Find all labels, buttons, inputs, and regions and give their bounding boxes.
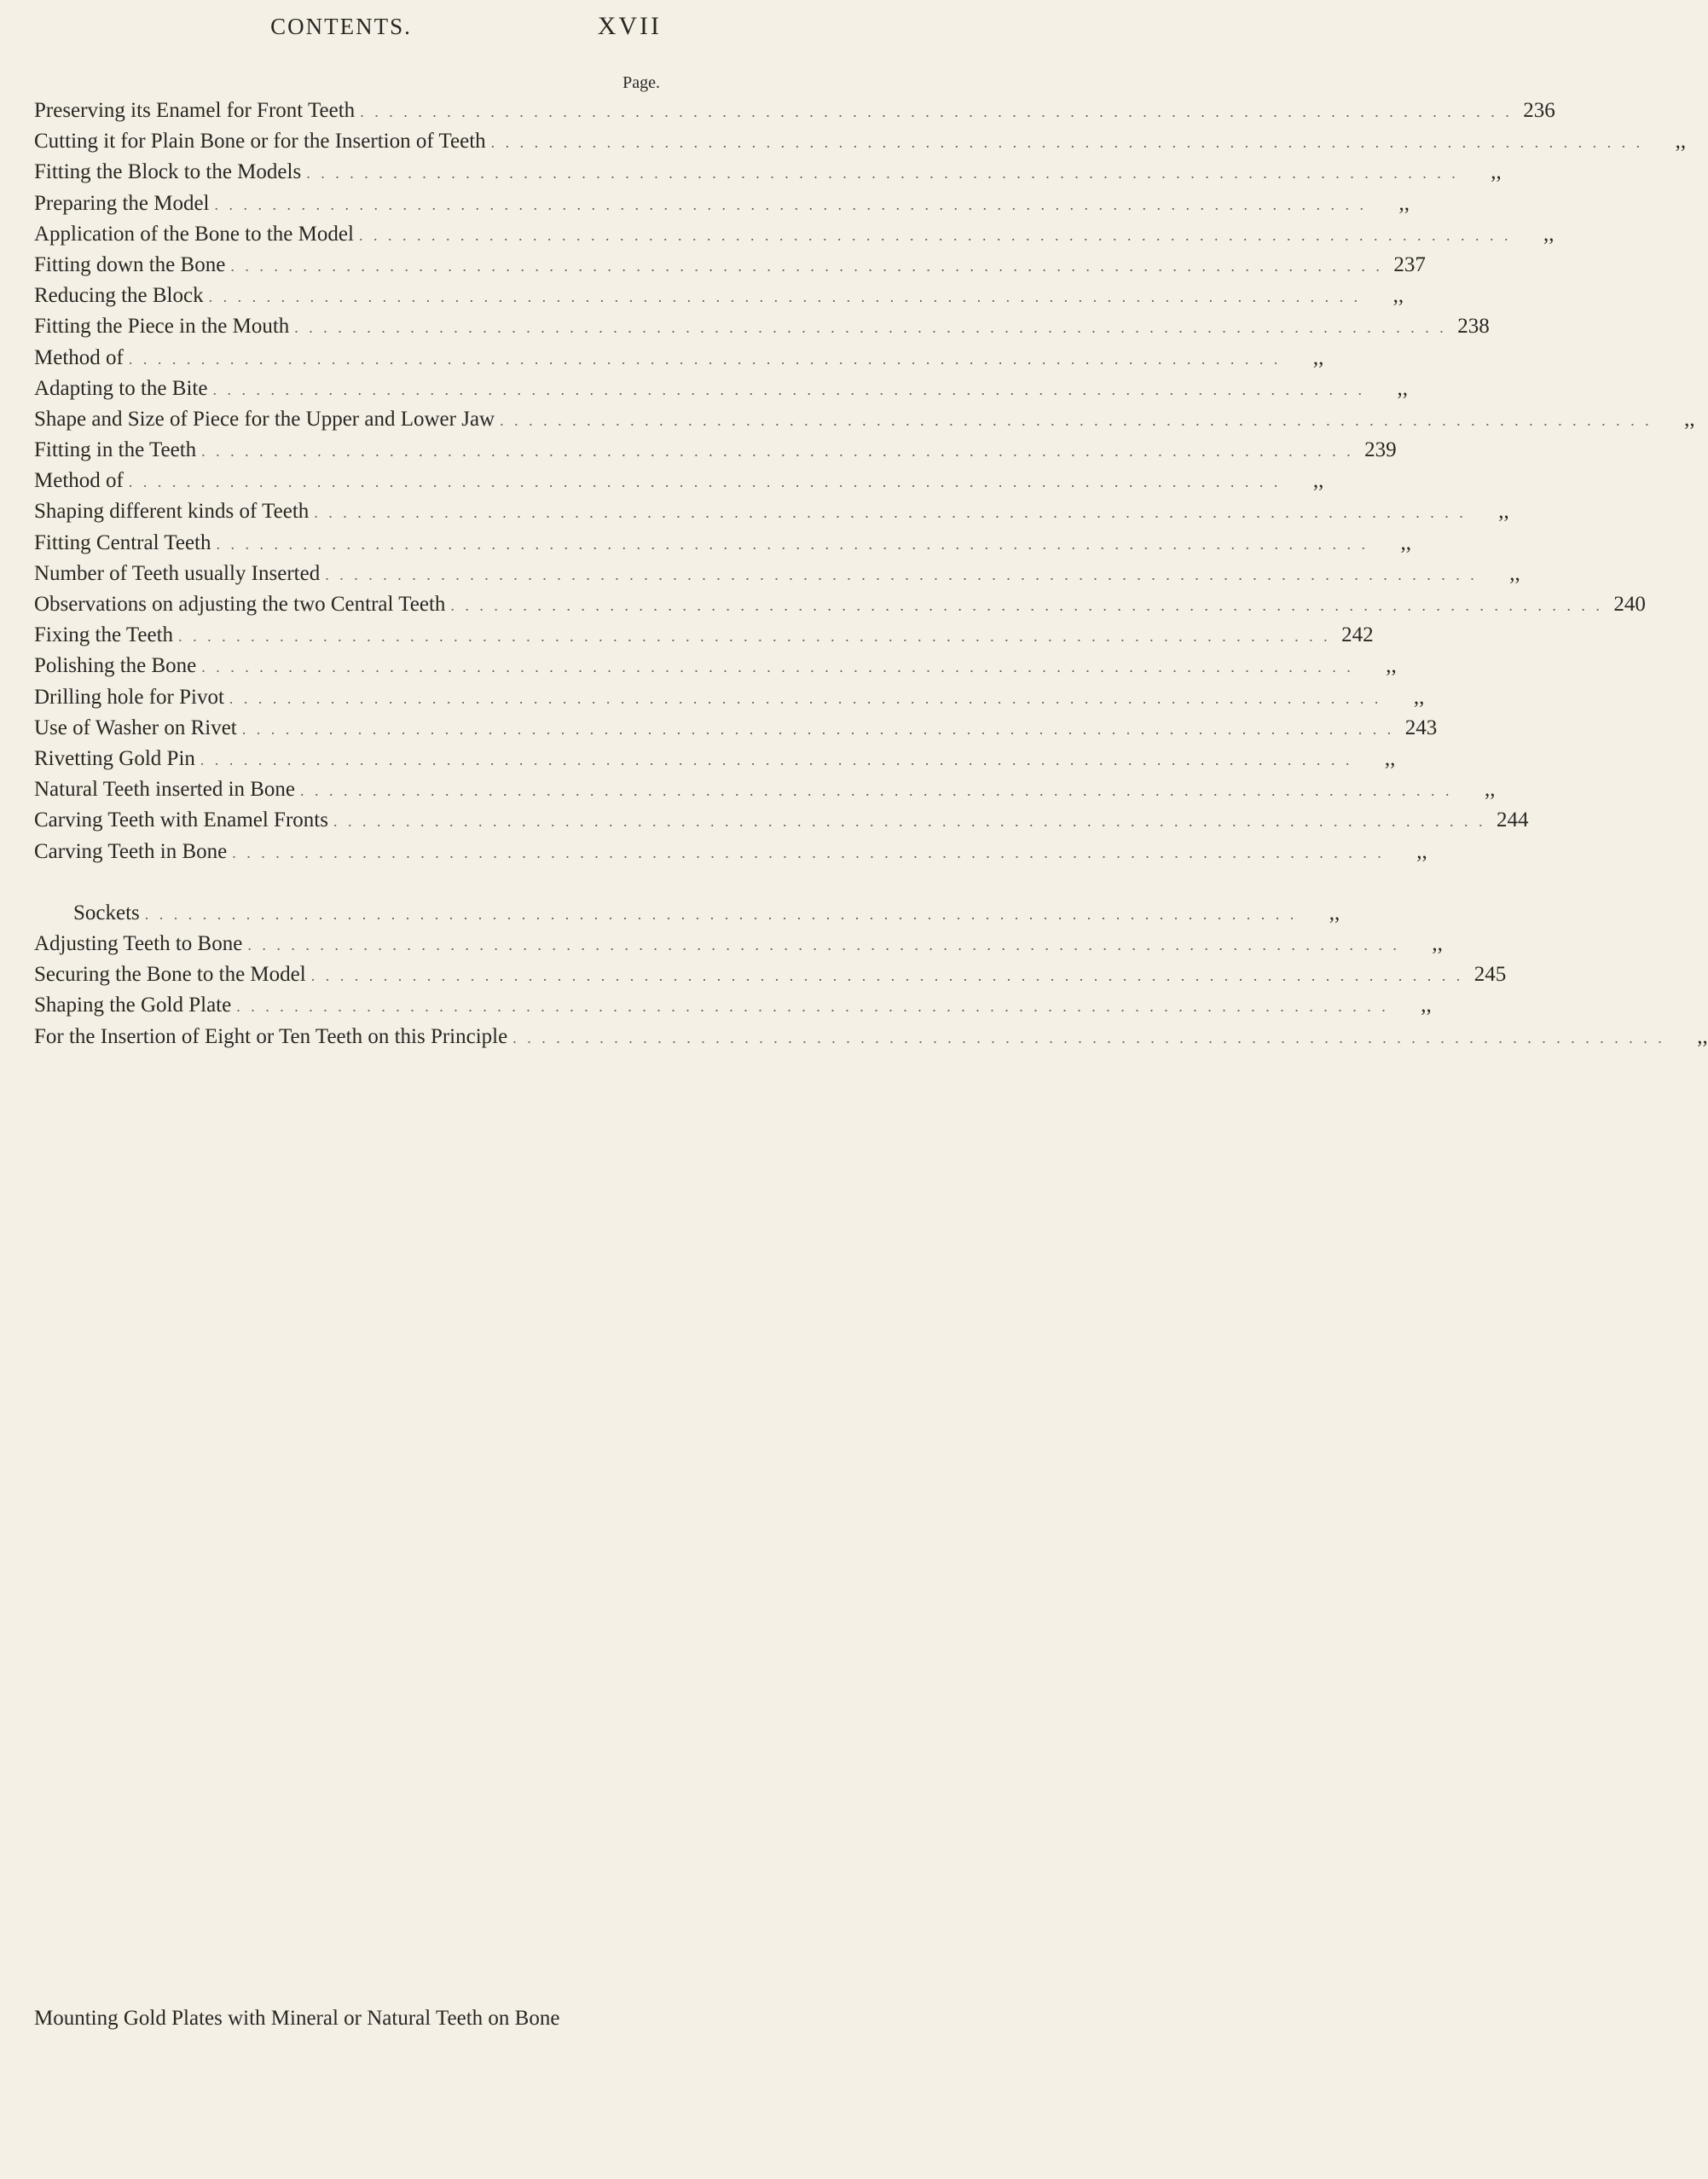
toc-entry bbox=[34, 778, 1496, 808]
leader-dots: . . . . . . . . . . . . . . . . . . . . . . . . . . . . . . . . . . . . . . . . . . . . . . . . . . . . . . . . . . . . . . . . . . . . . . . . . . . . . . . . bbox=[144, 905, 1298, 923]
toc-entry-label: Preserving its Enamel for Front Teeth bbox=[34, 99, 356, 122]
leader-dots: . . . . . . . . . . . . . . . . . . . . . . . . . . . . . . . . . . . . . . . . . . . . . . . . . . . . . . . . . . . . . . . . . . . . . . . . . . . . . . . . bbox=[512, 1029, 1665, 1046]
leader-dots: . . . . . . . . . . . . . . . . . . . . . . . . . . . . . . . . . . . . . . . . . . . . . . . . . . . . . . . . . . . . . . . . . . . . . . . . . . . . . . . . bbox=[208, 288, 1362, 306]
toc-entry-page: ,, bbox=[1697, 1024, 1708, 1048]
running-header bbox=[0, 10, 682, 44]
toc-entry-page: ,, bbox=[1675, 130, 1687, 154]
toc-entry-label: Drilling hole for Pivot bbox=[34, 685, 224, 709]
toc-entry-page: 242 bbox=[1341, 623, 1374, 647]
toc-entry bbox=[34, 284, 1404, 315]
toc-entry-label: Method of bbox=[34, 469, 124, 493]
toc-entry bbox=[34, 901, 1340, 932]
leader-dots: . . . . . . . . . . . . . . . . . . . . . . . . . . . . . . . . . . . . . . . . . . . . . . . . . . . . . . . . . . . . . . . . . . . . . . . . . . . . . . . . bbox=[300, 782, 1453, 800]
toc-entry-page: ,, bbox=[1491, 160, 1502, 184]
toc-entry-page: 244 bbox=[1496, 808, 1529, 832]
toc-entry bbox=[34, 654, 1397, 685]
toc-entry-page: ,, bbox=[1397, 376, 1408, 400]
toc-entry-label: Adjusting Teeth to Bone bbox=[34, 932, 243, 956]
toc-entry-label: Shaping different kinds of Teeth bbox=[34, 500, 310, 524]
leader-dots: . . . . . . . . . . . . . . . . . . . . . . . . . . . . . . . . . . . . . . . . . . . . . . . . . . . . . . . . . . . . . . . . . . . . . . . . . . . . . . . . bbox=[358, 226, 1512, 244]
leader-dots: . . . . . . . . . . . . . . . . . . . . . . . . . . . . . . . . . . . . . . . . . . . . . . . . . . . . . . . . . . . . . . . . . . . . . . . . . . . . . . . . bbox=[201, 443, 1354, 461]
toc-entry-label: Shaping the Gold Plate bbox=[34, 994, 232, 1017]
leader-dots: . . . . . . . . . . . . . . . . . . . . . . . . . . . . . . . . . . . . . . . . . . . . . . . . . . . . . . . . . . . . . . . . . . . . . . . . . . . . . . . . bbox=[241, 720, 1395, 738]
toc-entry bbox=[34, 99, 1555, 130]
leader-dots: . . . . . . . . . . . . . . . . . . . . . . . . . . . . . . . . . . . . . . . . . . . . . . . . . . . . . . . . . . . . . . . . . . . . . . . . . . . . . . . . bbox=[230, 257, 1383, 275]
leader-dots: . . . . . . . . . . . . . . . . . . . . . . . . . . . . . . . . . . . . . . . . . . . . . . . . . . . . . . . . . . . . . . . . . . . . . . . . . . . . . . . . bbox=[450, 597, 1603, 614]
toc-entry-page: ,, bbox=[1398, 191, 1410, 215]
leader-dots: . . . . . . . . . . . . . . . . . . . . . . . . . . . . . . . . . . . . . . . . . . . . . . . . . . . . . . . . . . . . . . . . . . . . . . . . . . . . . . . . bbox=[201, 658, 1354, 676]
leader-dots: . . . . . . . . . . . . . . . . . . . . . . . . . . . . . . . . . . . . . . . . . . . . . . . . . . . . . . . . . . . . . . . . . . . . . . . . . . . . . . . . bbox=[325, 565, 1478, 583]
toc-entry-label: Shape and Size of Piece for the Upper and Lower Jaw bbox=[34, 407, 495, 431]
table-of-contents bbox=[34, 99, 1708, 2030]
toc-entry-page: 238 bbox=[1457, 315, 1490, 339]
toc-entry-label: Fitting down the Bone bbox=[34, 252, 226, 276]
toc-entry bbox=[34, 994, 1432, 1024]
toc-entry-label: Application of the Bone to the Model bbox=[34, 222, 354, 246]
leader-dots: . . . . . . . . . . . . . . . . . . . . . . . . . . . . . . . . . . . . . . . . . . . . . . . . . . . . . . . . . . . . . . . . . . . . . . . . . . . . . . . . bbox=[314, 504, 1467, 522]
toc-entry-page: ,, bbox=[1329, 901, 1340, 924]
toc-entry-label: For the Insertion of Eight or Ten Teeth on this Principle bbox=[34, 1024, 508, 1048]
toc-entry-page: 239 bbox=[1364, 438, 1397, 462]
leader-dots: . . . . . . . . . . . . . . . . . . . . . . . . . . . . . . . . . . . . . . . . . . . . . . . . . . . . . . . . . . . . . . . . . . . . . . . . . . . . . . . . bbox=[236, 998, 1389, 1016]
toc-entry-page: ,, bbox=[1416, 839, 1427, 863]
toc-entry-label: Fitting Central Teeth bbox=[34, 530, 211, 554]
toc-entry bbox=[34, 530, 1411, 562]
leader-dots: . . . . . . . . . . . . . . . . . . . . . . . . . . . . . . . . . . . . . . . . . . . . . . . . . . . . . . . . . . . . . . . . . . . . . . . . . . . . . . . . bbox=[214, 195, 1368, 213]
toc-entry-page: ,, bbox=[1485, 778, 1496, 802]
toc-entry-label: Sockets bbox=[73, 901, 140, 924]
toc-entry-label: Use of Washer on Rivet bbox=[34, 716, 237, 739]
toc-entry-label: Carving Teeth in Bone bbox=[34, 839, 228, 863]
toc-entry bbox=[34, 222, 1555, 253]
toc-entry bbox=[34, 716, 1438, 747]
toc-entry-page: ,, bbox=[1509, 561, 1520, 585]
toc-entry bbox=[34, 963, 1507, 994]
toc-entry bbox=[34, 376, 1408, 408]
toc-entry-page: ,, bbox=[1400, 530, 1411, 554]
toc-entry bbox=[34, 191, 1410, 223]
toc-entry bbox=[34, 438, 1397, 469]
leader-dots: . . . . . . . . . . . . . . . . . . . . . . . . . . . . . . . . . . . . . . . . . . . . . . . . . . . . . . . . . . . . . . . . . . . . . . . . . . . . . . . . bbox=[360, 103, 1513, 120]
page-column-heading: Page. bbox=[622, 73, 660, 92]
toc-entry-page: ,, bbox=[1432, 932, 1443, 956]
toc-entry-page: ,, bbox=[1498, 500, 1509, 524]
toc-entry bbox=[34, 932, 1443, 963]
toc-entry-page: 240 bbox=[1613, 593, 1646, 616]
toc-entry-label: Polishing the Bone bbox=[34, 654, 197, 678]
leader-dots: . . . . . . . . . . . . . . . . . . . . . . . . . . . . . . . . . . . . . . . . . . . . . . . . . . . . . . . . . . . . . . . . . . . . . . . . . . . . . . . . bbox=[306, 165, 1459, 183]
toc-entry bbox=[34, 561, 1520, 593]
leader-dots: . . . . . . . . . . . . . . . . . . . . . . . . . . . . . . . . . . . . . . . . . . . . . . . . . . . . . . . . . . . . . . . . . . . . . . . . . . . . . . . . bbox=[229, 689, 1382, 707]
toc-entry-page: 236 bbox=[1523, 99, 1555, 122]
toc-entry-page: 245 bbox=[1474, 963, 1507, 987]
folio-number: XVII bbox=[597, 12, 662, 40]
toc-entry-label: Rivetting Gold Pin bbox=[34, 746, 195, 770]
page-title: CONTENTS. bbox=[270, 14, 412, 39]
toc-entry-label: Securing the Bone to the Model bbox=[34, 963, 306, 987]
toc-entry bbox=[34, 623, 1374, 654]
toc-entry-page: ,, bbox=[1386, 654, 1397, 678]
leader-dots: . . . . . . . . . . . . . . . . . . . . . . . . . . . . . . . . . . . . . . . . . . . . . . . . . . . . . . . . . . . . . . . . . . . . . . . . . . . . . . . . bbox=[128, 350, 1282, 368]
toc-entry-label: Mounting Gold Plates with Mineral or Natural Teeth on Bone bbox=[34, 2006, 560, 2030]
leader-dots: . . . . . . . . . . . . . . . . . . . . . . . . . . . . . . . . . . . . . . . . . . . . . . . . . . . . . . . . . . . . . . . . . . . . . . . . . . . . . . . . bbox=[178, 628, 1331, 646]
toc-entry bbox=[34, 808, 1529, 839]
toc-entry-label: Preparing the Model bbox=[34, 191, 210, 215]
toc-entry-label: Carving Teeth with Enamel Fronts bbox=[34, 808, 328, 832]
leader-dots: . . . . . . . . . . . . . . . . . . . . . . . . . . . . . . . . . . . . . . . . . . . . . . . . . . . . . . . . . . . . . . . . . . . . . . . . . . . . . . . . bbox=[128, 473, 1282, 491]
toc-entry-page: ,, bbox=[1413, 685, 1425, 709]
toc-entry-page: ,, bbox=[1543, 222, 1555, 246]
leader-dots: . . . . . . . . . . . . . . . . . . . . . . . . . . . . . . . . . . . . . . . . . . . . . . . . . . . . . . . . . . . . . . . . . . . . . . . . . . . . . . . . bbox=[333, 813, 1486, 831]
toc-entry-label: Number of Teeth usually Inserted bbox=[34, 561, 321, 585]
toc-entry bbox=[34, 500, 1509, 530]
toc-entry bbox=[34, 469, 1324, 500]
toc-entry-label: Reducing the Block bbox=[34, 284, 204, 308]
toc-entry-page: ,, bbox=[1684, 407, 1695, 431]
toc-entry-page: ,, bbox=[1392, 284, 1404, 308]
toc-entry bbox=[34, 1024, 1708, 1056]
toc-entry-label: Adapting to the Bite bbox=[34, 376, 208, 400]
toc-entry-page: ,, bbox=[1384, 746, 1396, 770]
toc-entry-page: ,, bbox=[1312, 345, 1324, 369]
toc-entry-label: Method of bbox=[34, 345, 124, 369]
toc-entry bbox=[34, 407, 1695, 438]
toc-entry-label: Natural Teeth inserted in Bone bbox=[34, 778, 296, 802]
toc-entry-label: Fixing the Teeth bbox=[34, 623, 174, 647]
leader-dots: . . . . . . . . . . . . . . . . . . . . . . . . . . . . . . . . . . . . . . . . . . . . . . . . . . . . . . . . . . . . . . . . . . . . . . . . . . . . . . . . bbox=[232, 843, 1385, 861]
leader-dots: . . . . . . . . . . . . . . . . . . . . . . . . . . . . . . . . . . . . . . . . . . . . . . . . . . . . . . . . . . . . . . . . . . . . . . . . . . . . . . . . bbox=[212, 380, 1365, 398]
leader-dots: . . . . . . . . . . . . . . . . . . . . . . . . . . . . . . . . . . . . . . . . . . . . . . . . . . . . . . . . . . . . . . . . . . . . . . . . . . . . . . . . bbox=[500, 411, 1653, 429]
leader-dots: . . . . . . . . . . . . . . . . . . . . . . . . . . . . . . . . . . . . . . . . . . . . . . . . . . . . . . . . . . . . . . . . . . . . . . . . . . . . . . . . bbox=[294, 319, 1447, 337]
leader-dots: . . . . . . . . . . . . . . . . . . . . . . . . . . . . . . . . . . . . . . . . . . . . . . . . . . . . . . . . . . . . . . . . . . . . . . . . . . . . . . . . bbox=[490, 134, 1644, 152]
toc-entry-page: ,, bbox=[1312, 469, 1324, 493]
toc-entry bbox=[34, 685, 1425, 716]
toc-entry bbox=[34, 315, 1490, 345]
toc-entry bbox=[34, 746, 1396, 778]
toc-entry bbox=[34, 593, 1646, 623]
toc-entry-page bbox=[624, 871, 662, 2025]
toc-entry-page: 243 bbox=[1404, 716, 1438, 739]
toc-entry bbox=[34, 130, 1687, 160]
toc-entry-page: ,, bbox=[1421, 994, 1432, 1017]
toc-entry-label: Cutting it for Plain Bone or for the Insertion of Teeth bbox=[34, 130, 486, 154]
leader-dots: . . . . . . . . . . . . . . . . . . . . . . . . . . . . . . . . . . . . . . . . . . . . . . . . . . . . . . . . . . . . . . . . . . . . . . . . . . . . . . . . bbox=[216, 535, 1369, 553]
toc-entry-label: Fitting the Block to the Models bbox=[34, 160, 302, 184]
toc-entry-label: Observations on adjusting the two Central Teeth bbox=[34, 593, 446, 616]
leader-dots: . . . . . . . . . . . . . . . . . . . . . . . . . . . . . . . . . . . . . . . . . . . . . . . . . . . . . . . . . . . . . . . . . . . . . . . . . . . . . . . . bbox=[247, 936, 1400, 954]
toc-entry bbox=[34, 252, 1426, 284]
toc-entry bbox=[34, 345, 1324, 377]
leader-dots: . . . . . . . . . . . . . . . . . . . . . . . . . . . . . . . . . . . . . . . . . . . . . . . . . . . . . . . . . . . . . . . . . . . . . . . . . . . . . . . . bbox=[310, 967, 1464, 985]
toc-entry bbox=[34, 160, 1502, 191]
leader-dots: . . . . . . . . . . . . . . . . . . . . . . . . . . . . . . . . . . . . . . . . . . . . . . . . . . . . . . . . . . . . . . . . . . . . . . . . . . . . . . . . bbox=[200, 750, 1353, 768]
toc-entry-label: Fitting in the Teeth bbox=[34, 438, 197, 462]
toc-entry-label: Fitting the Piece in the Mouth bbox=[34, 315, 290, 339]
toc-entry-page: 237 bbox=[1393, 252, 1426, 276]
toc-entry bbox=[34, 839, 1427, 871]
